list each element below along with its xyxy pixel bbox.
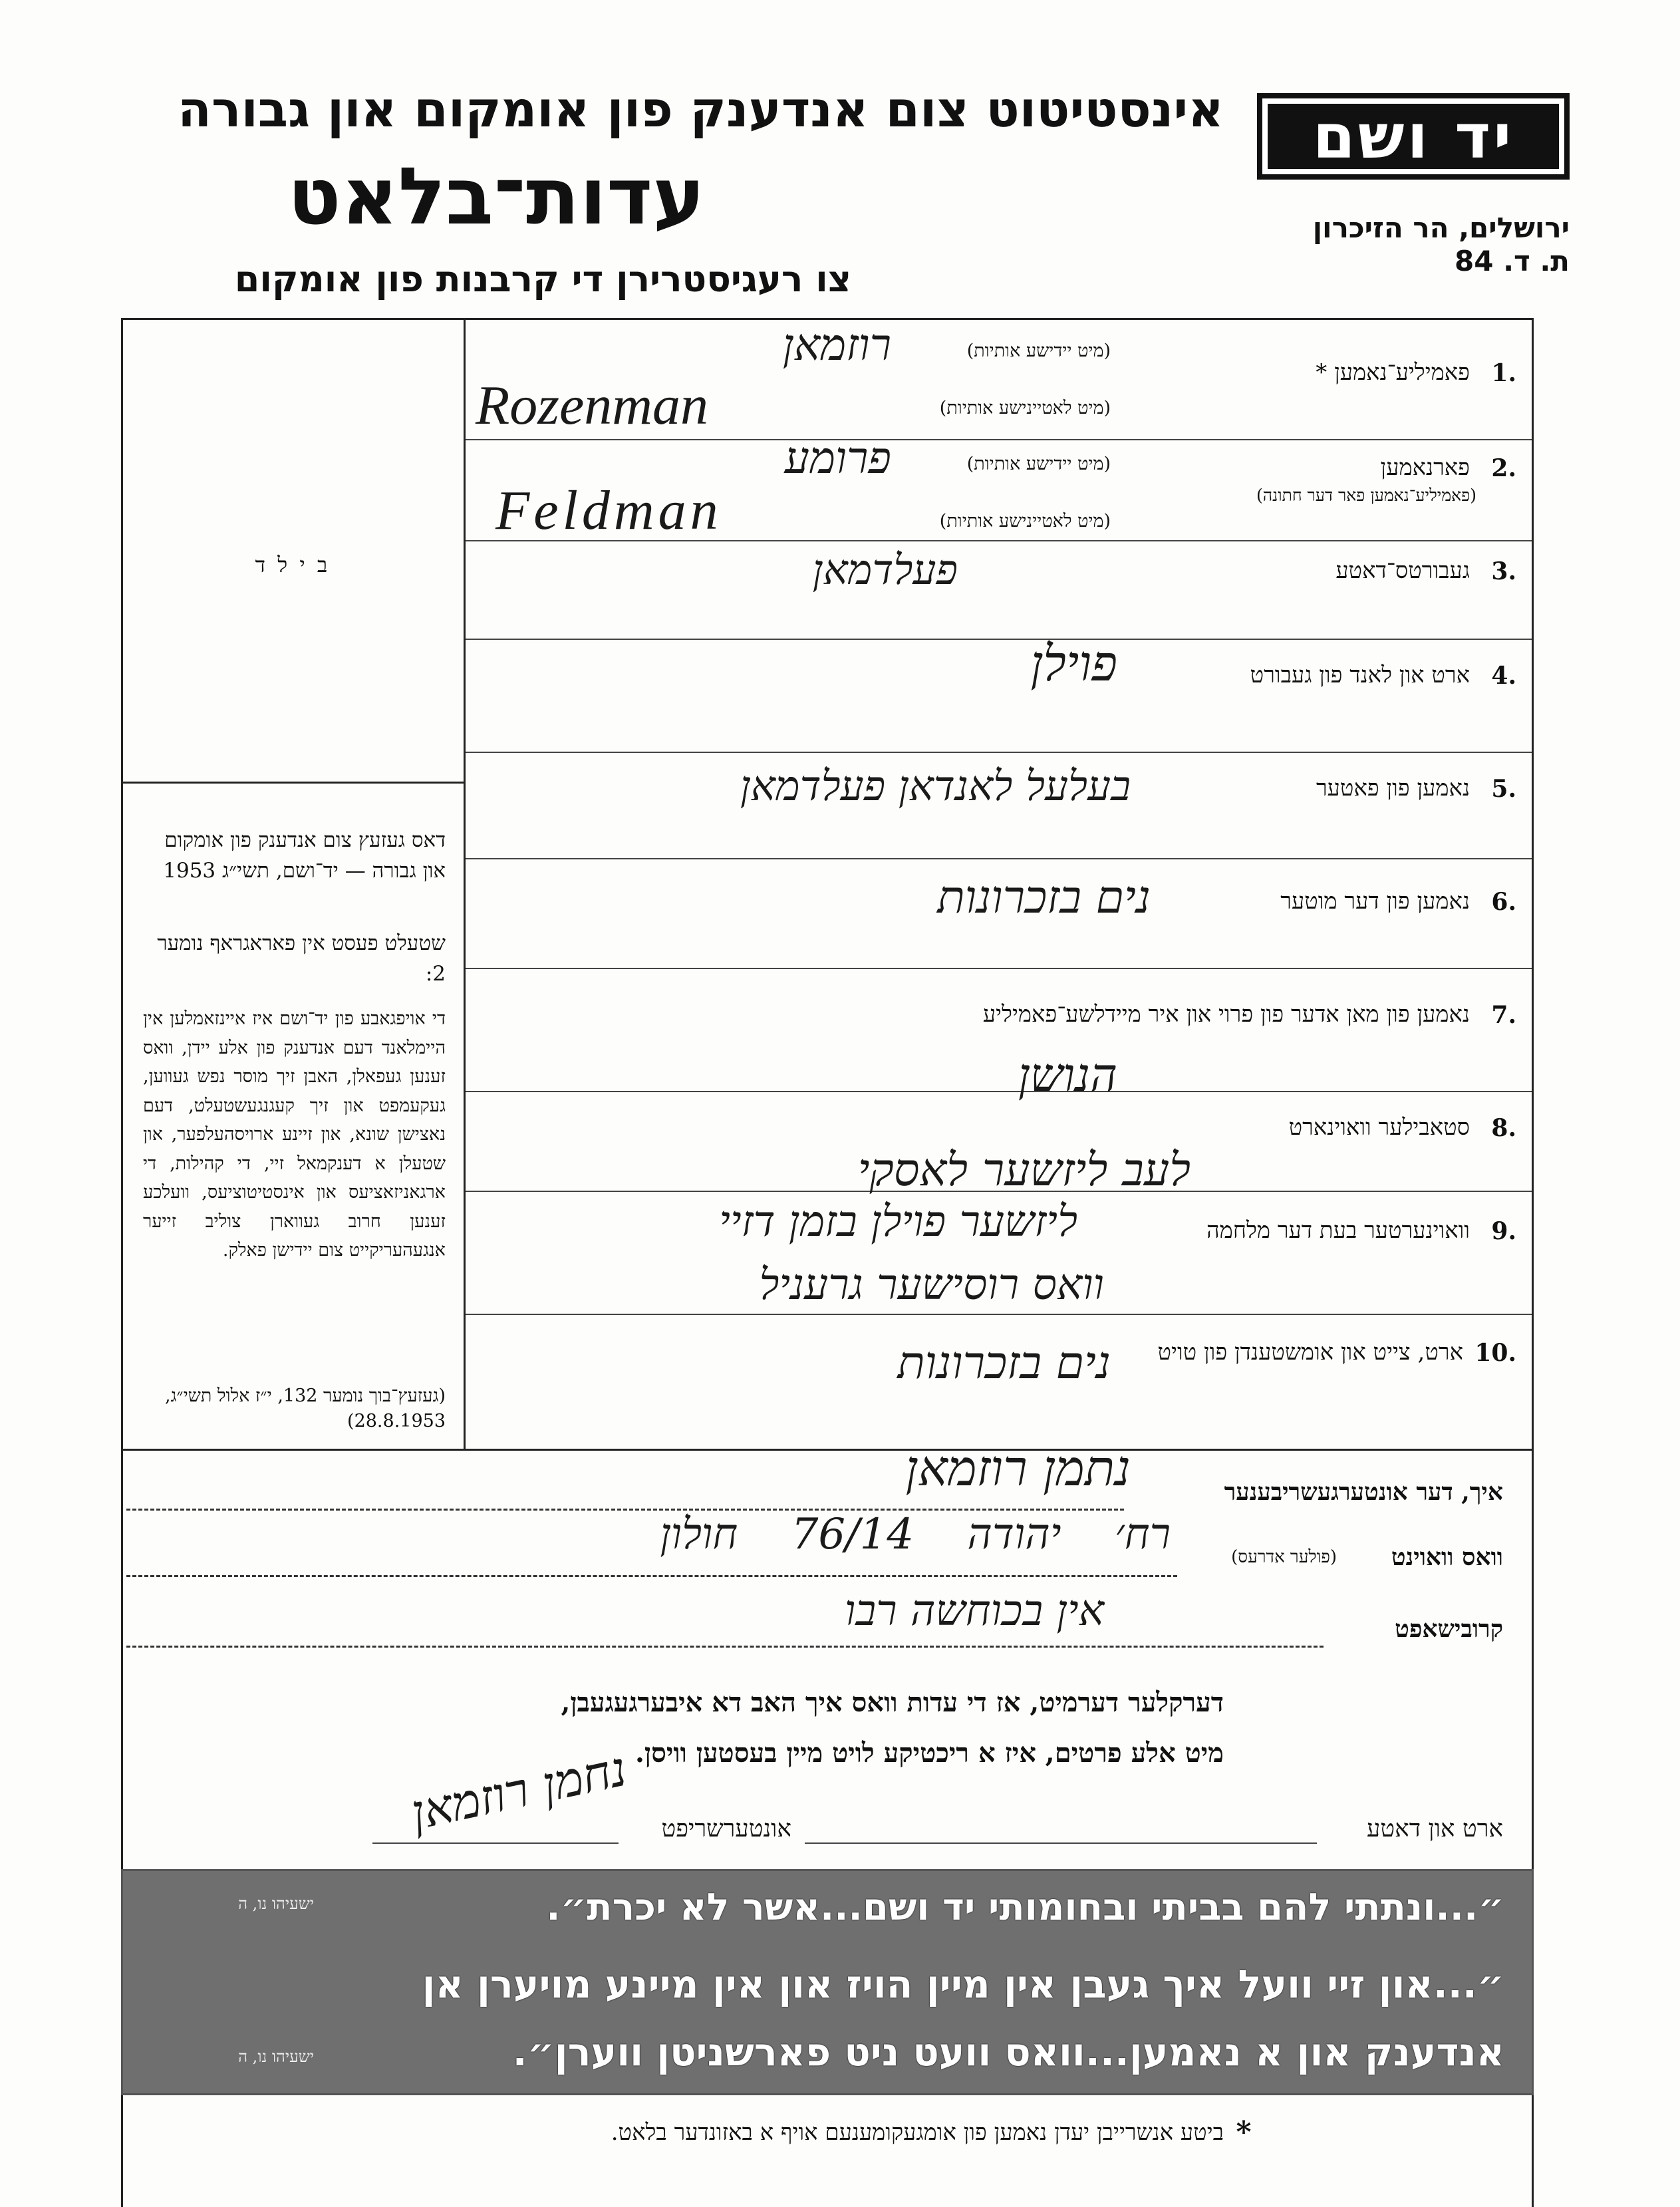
field-2-hint-latin: (מיט לאטיינישע אותיות) bbox=[939, 511, 1111, 531]
banner-line-2: ״...און זיי וועל איך געבן אין מיין הויז און אין מיינע מויערן אן bbox=[422, 1962, 1504, 2007]
field-2-number: 2. bbox=[1491, 454, 1516, 482]
field-1-number: 1. bbox=[1491, 359, 1516, 387]
field-10-label: ארט, צייט און אומשטענדן פון טויט bbox=[1157, 1339, 1463, 1366]
field-divider-7 bbox=[466, 968, 1532, 969]
field-divider-10 bbox=[466, 1314, 1532, 1315]
field-5-label: נאמען פון פאטער bbox=[1316, 775, 1470, 802]
field-8-label: סטאבילער וואוינארט bbox=[1288, 1114, 1470, 1141]
quotation-banner bbox=[121, 1869, 1534, 2095]
banner-line-3-ref: ישעיהו נו, ה bbox=[238, 2047, 314, 2066]
address-label-hint: (פולער אדרעס) bbox=[1231, 1547, 1337, 1567]
field-6-number: 6. bbox=[1491, 888, 1516, 916]
field-10-value: נים בזכרונות bbox=[897, 1337, 1111, 1390]
field-1-hint-latin: (מיט לאטיינישע אותיות) bbox=[939, 398, 1111, 418]
institute-name: אינסטיטוט צום אנדענק פון אומקום און גבורה bbox=[178, 81, 1224, 138]
place-date-label: ארט און דאטע bbox=[1367, 1815, 1503, 1842]
footnote-star: * bbox=[1236, 2115, 1252, 2149]
field-4-label: ארט און לאנד פון געבורט bbox=[1250, 662, 1470, 688]
field-9-number: 9. bbox=[1491, 1217, 1516, 1245]
declaration-line-1: דערקלער דערמיט, אז די עדות וואס איך האב דא איבערגעגעבן, bbox=[561, 1687, 1224, 1718]
form-left-border bbox=[121, 318, 123, 1462]
address-line-1: ירושלים, הר הזיכרון bbox=[1312, 212, 1570, 244]
field-divider-6 bbox=[466, 858, 1532, 859]
yad-vashem-logo bbox=[1257, 93, 1570, 180]
field-9-value-line-1: ליזשער פוילן בזמן דזיי bbox=[719, 1197, 1077, 1247]
field-4-number: 4. bbox=[1491, 662, 1516, 690]
relationship-line bbox=[126, 1646, 1324, 1648]
address-label: וואס וואוינט bbox=[1391, 1543, 1503, 1571]
field-1-value-yiddish: רוזמאן bbox=[782, 319, 891, 370]
signature-mark: נחמן רוזמאן bbox=[406, 1740, 632, 1841]
signer-label: איך, דער אונטערגעשריבענער bbox=[1224, 1478, 1503, 1506]
field-3-number: 3. bbox=[1491, 557, 1516, 585]
field-10-number: 10. bbox=[1474, 1339, 1516, 1367]
signature-label: אונטערשריפט bbox=[661, 1815, 791, 1842]
footnote-text: ביטע אנשרייבן יעדן נאמען פון אומגעקומענעם אויף א באזונדער בלאט. bbox=[611, 2119, 1224, 2146]
relationship-value: אין בכוחשה רבו bbox=[844, 1586, 1104, 1636]
field-7-number: 7. bbox=[1491, 1001, 1516, 1029]
law-text-paragraph-1: דאס געזעץ צום אנדענק פון אומקום און גבורה — יד־ושם, תשי״ג 1953 bbox=[163, 828, 446, 883]
field-2-value-yiddish: פרומע bbox=[784, 432, 891, 484]
field-7-label: נאמען פון מאן אדער פון פרוי און איר מיידלשע־פאמיליע bbox=[982, 1001, 1470, 1028]
law-text-citation: (געזעץ־בוך נומער 132, י״ז אלול תשי״ג, 28.8.1953) bbox=[164, 1386, 446, 1431]
photo-column-divider bbox=[464, 318, 466, 1449]
law-text-paragraph-3: די אויפגאבע פון יד־ושם איז איינזאמלען אין היימלאנד דעם אנדענק פון אלע יידן, וואס זענען געפאלן, האבן זיך מוסר נפש געווען, געקעמפט און זיך קעגנגעשטעלט, דעם נאצישן שונא, און זיינע ארויסהעלפער, און שטעלן א דענקמאל זיי, די קהילות, די ארגאניזאציעס און אינסטיטוציעס, וועלכע זענען חרוב געווארן צוליב זייער אנגעהעריקייט צום יידישן פאלק. bbox=[143, 1008, 446, 1260]
logo-text: יד ושם bbox=[1312, 100, 1514, 172]
declaration-line-2: מיט אלע פרטים, איז א ריכטיקע לויט מיין בעסטען וויסן. bbox=[634, 1737, 1224, 1769]
banner-line-1-ref: ישעיהו נו, ה bbox=[238, 1894, 314, 1913]
field-2-hint-yiddish: (מיט יידישע אותיות) bbox=[966, 454, 1111, 474]
field-6-value: נים בזכרונות bbox=[937, 871, 1151, 924]
law-text-paragraph-2: שטעלט פעסט אין פאראגראף נומער 2: bbox=[157, 931, 446, 986]
field-5-value: בעלעל לאנדאן פעלדמאן bbox=[740, 762, 1131, 810]
field-2-value-latin: Feldman bbox=[495, 480, 722, 541]
field-divider-5 bbox=[466, 752, 1532, 753]
photo-box-bottom bbox=[121, 782, 464, 784]
field-3-label: געבורטס־דאטע bbox=[1335, 557, 1470, 584]
form-subtitle: צו רעגיסטרירן די קרבנות פון אומקום bbox=[234, 258, 851, 300]
field-divider-2 bbox=[466, 439, 1532, 440]
logo-inner-block bbox=[1268, 100, 1559, 172]
form-title: עדות־בלאט bbox=[287, 150, 705, 242]
form-right-border bbox=[1532, 318, 1534, 1462]
field-8-number: 8. bbox=[1491, 1114, 1516, 1142]
address-line bbox=[126, 1575, 1177, 1577]
banner-line-1: ״...ונתתי להם בביתי ובחומותי יד ושם...אשר לא יכרת״. bbox=[546, 1886, 1504, 1929]
field-9-value-line-2: וואס רוסישער גרעניל bbox=[759, 1260, 1104, 1310]
field-9-label: וואוינערטער בעת דער מלחמה bbox=[1206, 1217, 1470, 1244]
signer-name-value: נתמן רוזמאן bbox=[905, 1440, 1131, 1497]
photo-label: ב י ל ד bbox=[255, 552, 331, 577]
field-1-value-latin: Rozenman bbox=[476, 374, 708, 436]
field-5-number: 5. bbox=[1491, 775, 1516, 803]
relationship-label: קרובישאפט bbox=[1395, 1615, 1503, 1643]
address-value: רח׳ יהודה 76/14 חולון bbox=[660, 1510, 1171, 1559]
field-1-hint-yiddish: (מיט יידישע אותיות) bbox=[966, 341, 1111, 361]
field-2-label: פארנאמען bbox=[1380, 454, 1470, 481]
field-3-value: פעלדמאן bbox=[812, 545, 958, 594]
field-1-label: פאמיליע־נאמען * bbox=[1316, 359, 1470, 386]
banner-line-3: אנדענק און א נאמען...וואס וועט ניט פארשניטן ווערן״. bbox=[512, 2029, 1504, 2075]
address-line-2: ת. ד. 84 bbox=[1455, 245, 1570, 277]
field-8-value: לעב ליזשער לאסקי bbox=[857, 1144, 1190, 1197]
field-2-sublabel: (פאמיליע־נאמען פאר דער חתונה) bbox=[1256, 486, 1476, 505]
field-7-value: הנושן bbox=[1018, 1048, 1117, 1102]
field-4-value: פוילן bbox=[1030, 635, 1117, 692]
field-6-label: נאמען פון דער מוטער bbox=[1280, 888, 1470, 915]
place-date-line bbox=[805, 1842, 1317, 1844]
